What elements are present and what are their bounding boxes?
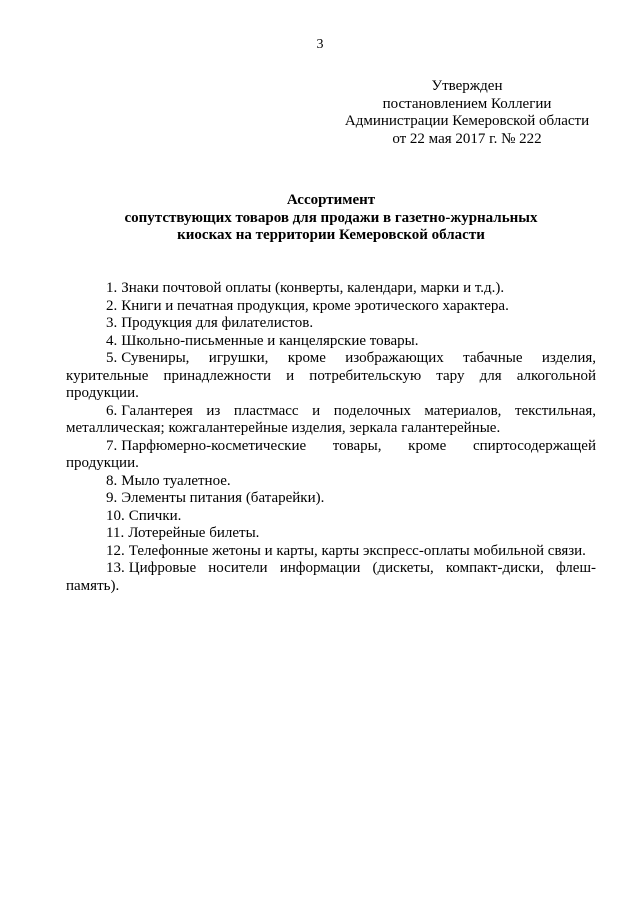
list-item	[66, 508, 596, 526]
title-line: киосках на территории Кемеровской области	[177, 227, 485, 243]
item-number: 11.	[106, 525, 125, 541]
item-text: Телефонные жетоны и карты, карты экспресс-оплаты мобильной связи.	[128, 542, 586, 559]
list-item	[66, 560, 596, 595]
approval-block	[330, 78, 604, 148]
approval-line: от 22 мая 2017 г. № 222	[392, 130, 542, 147]
list-item	[66, 350, 596, 403]
list-item	[66, 333, 596, 351]
list-item	[66, 298, 596, 316]
item-number: 12.	[106, 542, 125, 559]
list-item	[66, 438, 596, 473]
item-number: 7.	[106, 437, 118, 454]
page-number: 3	[316, 37, 324, 52]
item-number: 4.	[106, 332, 118, 349]
item-number: 3.	[106, 315, 118, 331]
list-item	[66, 525, 596, 543]
item-number: 8.	[106, 472, 118, 489]
list-item	[66, 473, 596, 491]
approval-line: Администрации Кемеровской области	[344, 113, 590, 129]
item-number: 2.	[106, 297, 118, 314]
approval-line: постановлением Коллегии	[382, 95, 552, 112]
item-text: Мыло туалетное.	[121, 472, 231, 489]
title-line: сопутствующих товаров для продажи в газетно-журнальных	[124, 209, 538, 226]
item-text: Лотерейные билеты.	[128, 525, 260, 541]
list-item	[66, 315, 596, 333]
item-text: Парфюмерно-косметические товары, кроме спиртосодержащей продукции.	[66, 437, 596, 471]
item-text: Сувениры, игрушки, кроме изображающих табачные изделия, курительные принадлежности и потребительскую тару для алкогольной продукции.	[66, 350, 596, 401]
item-text: Школьно-письменные и канцелярские товары.	[121, 332, 419, 349]
item-text: Знаки почтовой оплаты (конверты, календари, марки и т.д.).	[121, 280, 505, 296]
item-text: Продукция для филателистов.	[121, 315, 314, 331]
item-text: Элементы питания (батарейки).	[121, 490, 325, 506]
approval-line: Утвержден	[431, 78, 503, 94]
list-item	[66, 543, 596, 561]
document-title	[100, 192, 562, 245]
list-item	[66, 280, 596, 298]
list-item	[66, 403, 596, 438]
title-line: Ассортимент	[286, 192, 376, 208]
assortment-list	[66, 280, 596, 595]
item-number: 9.	[106, 490, 118, 506]
item-number: 10.	[106, 507, 125, 524]
item-number: 13.	[106, 560, 125, 576]
item-text: Спички.	[128, 507, 182, 524]
item-text: Цифровые носители информации (дискеты, компакт-диски, флеш-память).	[66, 560, 596, 594]
item-text: Галантерея из пластмасс и поделочных материалов, текстильная, металлическая; кожгалантерейные изделия, зеркала галантерейные.	[66, 402, 596, 436]
list-item	[66, 490, 596, 508]
item-number: 5.	[106, 350, 118, 366]
item-number: 1.	[106, 280, 118, 296]
item-text: Книги и печатная продукция, кроме эротического характера.	[121, 297, 509, 314]
item-number: 6.	[106, 402, 118, 419]
